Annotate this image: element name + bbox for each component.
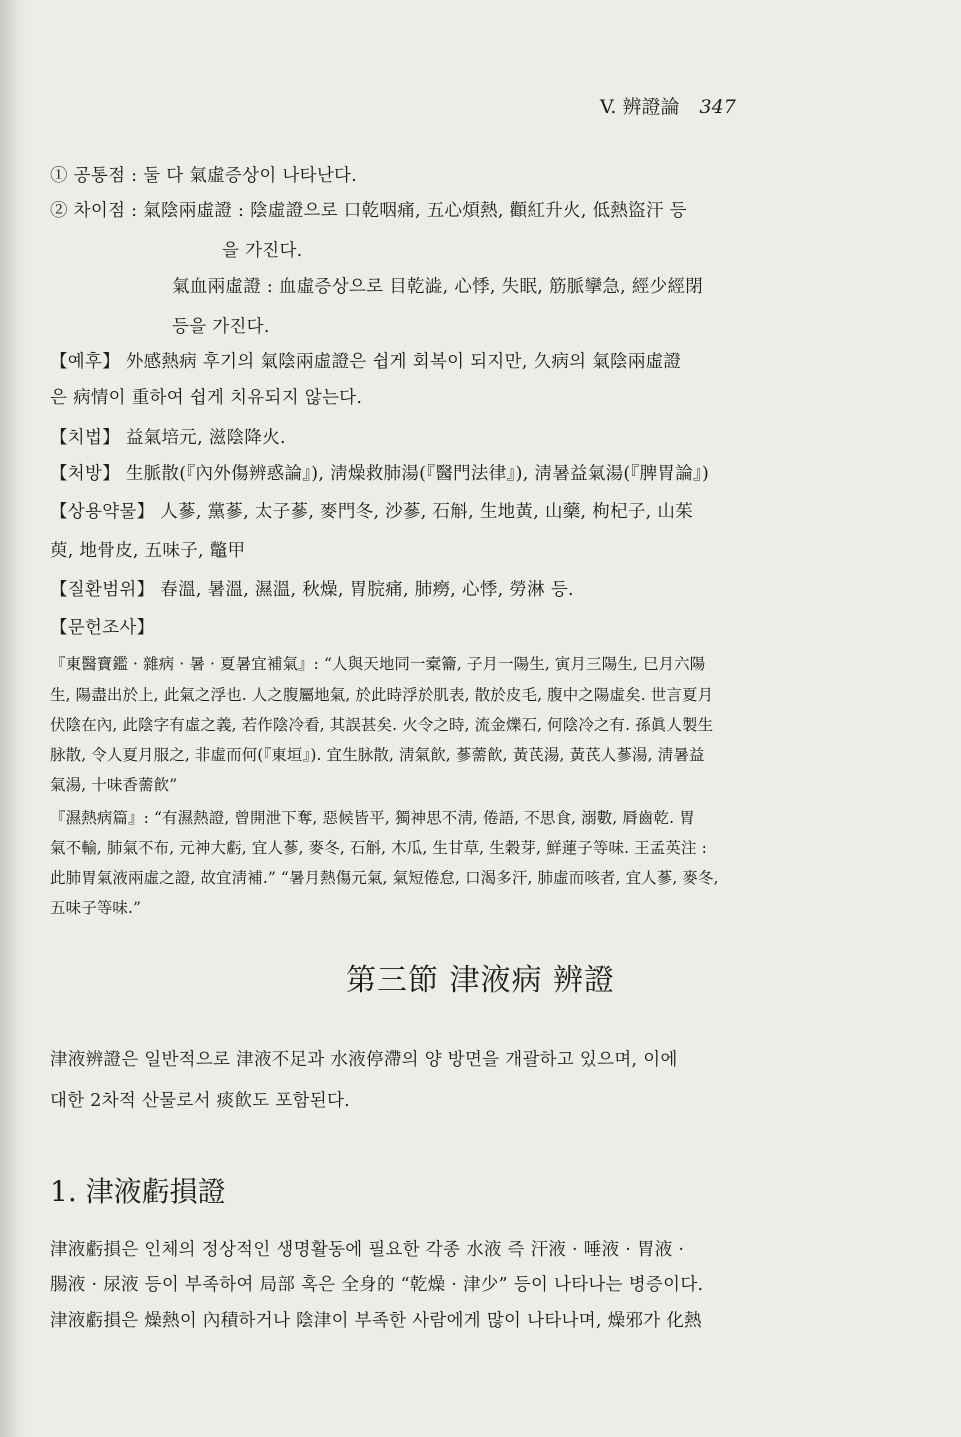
quote-line: 生, 陽盡出於上, 此氣之浮也. 人之腹屬地氣, 於此時浮於肌表, 散於皮毛, 腹中之陽虛矣. 世言夏月 <box>50 686 714 704</box>
quote-line: 脉散, 令人夏月服之, 非虛而何(『東垣』). 宜生脉散, 淸氣飮, 蔘薷飮, 黃芪湯, 黃芪人蔘湯, 淸暑益 <box>50 746 705 764</box>
body-line: 津液虧損은 인체의 정상적인 생명활동에 필요한 각종 水液 즉 汗液 · 唾液 · 胃液 · <box>50 1240 685 1260</box>
prescription-line: 【처방】 生脈散(『內外傷辨惑論』), 淸燥救肺湯(『醫門法律』), 淸暑益氣湯(『脾胃論』) <box>50 464 710 484</box>
treatment-line: 【치법】 益氣培元, 滋陰降火. <box>50 428 286 448</box>
prognosis-line: 【예후】 外感熱病 후기의 氣陰兩虛證은 쉽게 회복이 되지만, 久病의 氣陰兩虛證 <box>50 352 682 372</box>
quote-line: 氣湯, 十味香薷飮” <box>50 776 178 794</box>
body-line: 腸液 · 尿液 등이 부족하여 局部 혹은 全身的 “乾燥 · 津少” 등이 나타나는 병증이다. <box>50 1275 704 1295</box>
intro-line: 津液辨證은 일반적으로 津液不足과 水液停滯의 양 방면을 개괄하고 있으며, 이에 <box>50 1050 678 1070</box>
intro-line: 대한 2차적 산물로서 痰飮도 포함된다. <box>50 1091 351 1111</box>
quote-line: 伏陰在內, 此陰字有虛之義, 若作陰冷看, 其誤甚矣. 火令之時, 流金爍石, 何陰冷之有. 孫眞人製生 <box>50 716 714 734</box>
difference-line-cont: 을 가진다. <box>222 241 303 261</box>
chapter-title: V. 辨證論 <box>600 96 680 118</box>
herbs-line: 【상용약물】 人蔘, 黨蔘, 太子蔘, 麥門冬, 沙蔘, 石斛, 生地黃, 山藥, 枸杞子, 山茱 <box>50 502 694 522</box>
difference-line: ② 차이점 : 氣陰兩虛證 : 陰虛證으로 口乾咽痛, 五心煩熱, 顴紅升火, 低熱盜汗 등 <box>50 201 687 221</box>
subheading: 1. 津液虧損證 <box>50 1175 226 1208</box>
prognosis-line-cont: 은 病情이 重하여 쉽게 치유되지 않는다. <box>50 388 363 408</box>
herbs-line-cont: 萸, 地骨皮, 五味子, 鼈甲 <box>50 541 246 561</box>
page-number: 347 <box>699 96 736 118</box>
literature-heading: 【문헌조사】 <box>50 618 155 638</box>
quote-line: 氣不輸, 肺氣不布, 元神大虧, 宜人蔘, 麥冬, 石斛, 木瓜, 生甘草, 生穀芽, 鮮蓮子等味. 王孟英注 : <box>50 839 707 857</box>
quote-line: 『濕熱病篇』: “有濕熱證, 曾開泄下奪, 惡候皆平, 獨神思不淸, 倦語, 不思食, 溺數, 脣齒乾. 胃 <box>50 809 695 827</box>
section-title: 第三節 津液病 辨證 <box>345 963 616 998</box>
qi-blood-line: 氣血兩虛證 : 血虛증상으로 目乾澁, 心悸, 失眠, 筋脈攣急, 經少經閉 <box>172 277 704 297</box>
disease-range-line: 【질환범위】 春溫, 暑溫, 濕溫, 秋燥, 胃脘痛, 肺癆, 心悸, 勞淋 등. <box>50 580 574 600</box>
body-line: 津液虧損은 燥熱이 內積하거나 陰津이 부족한 사람에게 많이 나타나며, 燥邪가 化熱 <box>50 1311 702 1331</box>
quote-line: 『東醫寶鑑 · 雜病 · 暑 · 夏暑宜補氣』: “人與天地同一槖籥, 子月一陽生, 寅月三陽生, 巳月六陽 <box>50 655 706 673</box>
running-header <box>600 92 860 119</box>
page-binding-shadow <box>0 0 26 1437</box>
common-point-line: ① 공통점 : 둘 다 氣虛증상이 나타난다. <box>50 166 358 186</box>
quote-line: 五味子等味.” <box>50 899 142 917</box>
qi-blood-line-cont: 등을 가진다. <box>172 317 270 337</box>
quote-line: 此肺胃氣液兩虛之證, 故宜淸補.” “暑月熱傷元氣, 氣短倦怠, 口渴多汗, 肺虛而咳者, 宜人蔘, 麥冬, <box>50 869 719 887</box>
